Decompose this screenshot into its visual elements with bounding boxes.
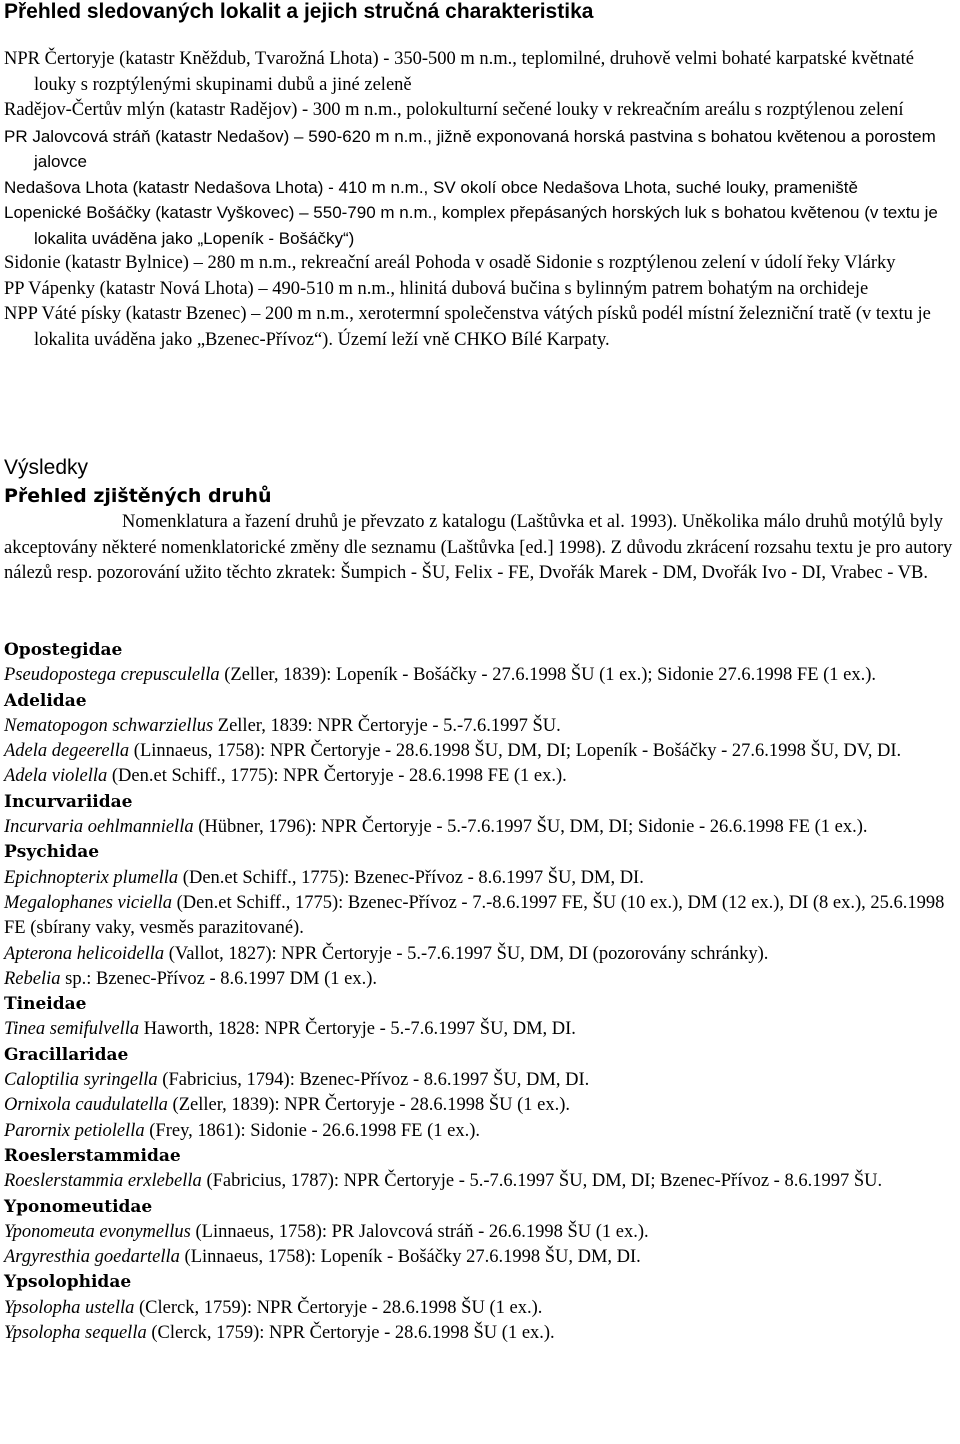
family-heading: Opostegidae [4,640,123,660]
species-record [4,1296,954,1321]
species-record [4,1017,954,1042]
species-name: Rebelia [4,968,61,989]
family-heading: Roeslerstammidae [4,1145,181,1166]
species-record [4,764,954,789]
species-name: Epichnopterix plumella [4,867,179,888]
locality-item: Lopenické Bošáčky (katastr Vyškovec) – 550-790 m n.m., komplex přepásaných horských luk s bohatou květenou (v textu je lokalita uváděna jako „Lopeník - Bošáčky“) [4,203,938,248]
species-record [4,739,954,764]
species-name: Ypsolopha sequella [4,1323,147,1344]
species-record-details: (Den.et Schiff., 1775): Bzenec-Přívoz - 8.6.1997 ŠU, DM, DI. [178,867,644,888]
locality-item: PP Vápenky (katastr Nová Lhota) – 490-510 m n.m., hlinitá dubová bučina s bylinným patrem bohatým na orchideje [4,278,869,299]
species-name: Parornix petiolella [4,1120,145,1141]
species-name: Ornixola caudulatella [4,1095,168,1116]
taxa-list [4,638,954,1346]
species-record [4,1321,954,1346]
locality-item: Sidonie (katastr Bylnice) – 280 m n.m., rekreační areál Pohoda v osadě Sidonie s rozptýlenou zelení v údolí řeky Vlárky [4,253,896,273]
species-record-details: (Frey, 1861): Sidonie - 26.6.1998 FE (1 ex.). [144,1120,480,1141]
species-record [4,967,954,992]
species-record [4,815,954,840]
species-name: Megalophanes viciella [4,892,172,913]
species-record-details: (Vallot, 1827): NPR Čertoryje - 5.-7.6.1997 ŠU, DM, DI (pozorovány schránky). [164,943,769,964]
species-name: Nematopogon schwarziellus [4,715,214,736]
species-record [4,866,954,891]
species-record-details: (Clerck, 1759): NPR Čertoryje - 28.6.1998 ŠU (1 ex.). [146,1323,555,1344]
species-record [4,1119,954,1144]
intro-paragraph: Nomenklatura a řazení druhů je převzato z katalogu (Laštůvka et al. 1993). Uněkolika málo druhů motýlů byly akceptovány některé nomenklatorické změny dle seznamu (Laštůvka [ed.] 1998). Z důvodu zkrácení rozsahu textu je pro autory nálezů resp. pozorování užito těchto zkratek: Šumpich - ŠU, Felix - FE, Dvořák Marek - DM, Dvořák Ivo - DI, Vrabec - VB. [4,512,953,583]
species-name: Roeslerstammia erxlebella [4,1171,202,1192]
species-overview-heading: Přehled zjištěných druhů [4,485,272,507]
species-record [4,714,954,739]
species-record-details: (Linnaeus, 1758): NPR Čertoryje - 28.6.1998 ŠU, DM, DI; Lopeník - Bošáčky - 27.6.1998 ŠU, DV, DI. [129,741,902,762]
species-name: Pseudopostega crepusculella [4,665,220,686]
species-record-details: (Den.et Schiff., 1775): Bzenec-Přívoz - 7.-8.6.1997 FE, ŠU (10 ex.), DM (12 ex.), DI (8 ex.), 25.6.1998 FE (sbírany vaky, vesměs parazitované). [4,892,945,939]
species-record [4,1245,954,1270]
locality-item: PR Jalovcová stráň (katastr Nedašov) – 590-620 m n.m., jižně exponovaná horská pastvina s bohatou květenou a porostem jalovce [4,126,936,171]
species-record-details: (Linnaeus, 1758): Lopeník - Bošáčky 27.6.1998 ŠU, DM, DI. [179,1247,641,1268]
locality-item: NPR Čertoryje (katastr Kněždub, Tvarožná Lhota) - 350-500 m n.m., teplomilné, druhově velmi bohaté karpatské květnaté louky s rozptýlenými skupinami dubů a jiné zeleně [4,49,915,95]
species-record [4,891,954,942]
species-record-details: sp.: Bzenec-Přívoz - 8.6.1997 DM (1 ex.). [60,968,378,989]
species-record-details: (Clerck, 1759): NPR Čertoryje - 28.6.1998 ŠU (1 ex.). [134,1297,543,1318]
species-record-details: (Hübner, 1796): NPR Čertoryje - 5.-7.6.1997 ŠU, DM, DI; Sidonie - 26.6.1998 FE (1 ex.). [193,817,868,838]
species-record-details: (Zeller, 1839): Lopeník - Bošáčky - 27.6.1998 ŠU (1 ex.); Sidonie 27.6.1998 FE (1 ex.). [219,665,877,686]
species-record [4,1169,954,1194]
family-heading: Gracillaridae [4,1044,129,1065]
family-heading: Yponomeutidae [4,1196,153,1217]
species-record-details: (Fabricius, 1787): NPR Čertoryje - 5.-7.6.1997 ŠU, DM, DI; Bzenec-Přívoz - 8.6.1997 ŠU. [201,1171,883,1192]
species-record [4,663,954,688]
species-record-details: (Fabricius, 1794): Bzenec-Přívoz - 8.6.1997 ŠU, DM, DI. [157,1070,590,1091]
species-record-details: Haworth, 1828: NPR Čertoryje - 5.-7.6.1997 ŠU, DM, DI. [139,1019,576,1040]
species-record [4,1093,954,1118]
locality-list [4,47,954,353]
family-heading: Incurvariidae [4,791,133,812]
species-name: Adela violella [4,766,108,787]
results-heading: Výsledky [4,456,89,479]
locality-item: Nedašova Lhota (katastr Nedašova Lhota) - 410 m n.m., SV okolí obce Nedašova Lhota, suché louky, prameniště [4,177,858,197]
species-name: Adela degeerella [4,741,130,762]
family-heading: Psychidae [4,842,100,863]
locality-item: Radějov-Čertův mlýn (katastr Radějov) - 300 m n.m., polokulturní sečené louky v rekreačním areálu s rozptýlenou zelení [4,100,904,120]
species-record [4,1068,954,1093]
species-name: Argyresthia goedartella [4,1247,180,1268]
species-record-details: Zeller, 1839: NPR Čertoryje - 5.-7.6.1997 ŠU. [213,715,561,736]
family-heading: Tineidae [4,994,87,1015]
species-name: Ypsolopha ustella [4,1297,135,1318]
family-heading: Adelidae [4,690,87,711]
species-record-details: (Zeller, 1839): NPR Čertoryje - 28.6.1998 ŠU (1 ex.). [167,1095,570,1116]
species-name: Caloptilia syringella [4,1070,158,1091]
species-record-details: (Linnaeus, 1758): PR Jalovcová stráň - 26.6.1998 ŠU (1 ex.). [190,1221,649,1242]
family-heading: Ypsolophidae [4,1272,132,1293]
species-record [4,942,954,967]
species-name: Apterona helicoidella [4,943,165,964]
species-record-details: (Den.et Schiff., 1775): NPR Čertoryje - 28.6.1998 FE (1 ex.). [107,766,567,787]
species-name: Tinea semifulvella [4,1019,140,1040]
species-name: Incurvaria oehlmanniella [4,817,194,838]
locality-item: NPP Váté písky (katastr Bzenec) – 200 m n.m., xerotermní společenstva vátých písků podél místní železniční tratě (v textu je lokalita uváděna jako „Bzenec-Přívoz“). Území leží vně CHKO Bílé Karpaty. [4,304,931,350]
species-name: Yponomeuta evonymellus [4,1221,191,1242]
species-record [4,1220,954,1245]
section-heading: Přehled sledovaných lokalit a jejich stručná charakteristika [4,0,594,23]
